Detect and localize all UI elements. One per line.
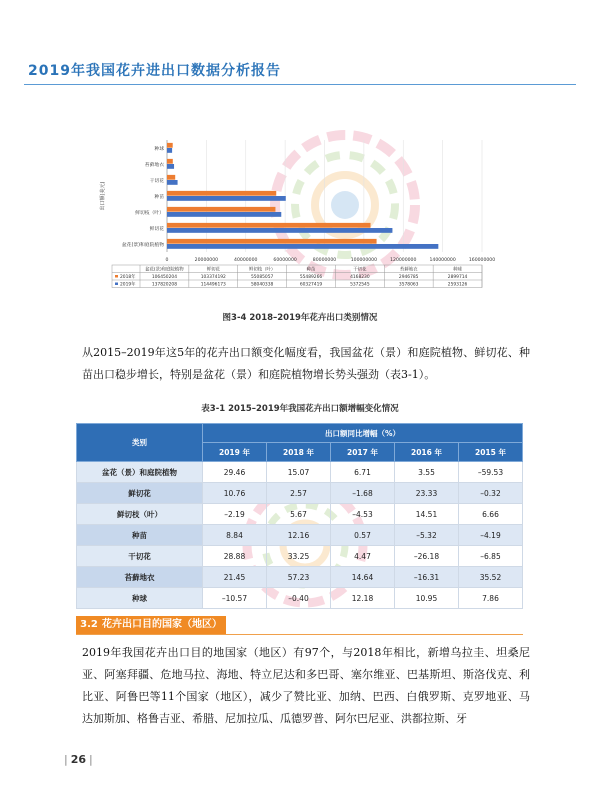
- x-tick-label: 120000000: [390, 258, 417, 263]
- table-cell: 35.52: [459, 567, 523, 588]
- x-tick-label: 20000000: [194, 258, 219, 263]
- x-tick-label: 60000000: [273, 258, 297, 263]
- table-cell: –59.53: [459, 462, 523, 483]
- body-paragraph-1: 从2015–2019年这5年的花卉出口额变化幅度看，我国盆花（景）和庭院植物、鲜切花、种苗出口稳步增长，特别是盆花（景）和庭院植物增长势头强劲（表3-1）。: [82, 346, 530, 381]
- data-table-cell: 103374192: [200, 274, 226, 280]
- body-paragraph-2: 2019年我国花卉出口目的地国家（地区）有97个，与2018年相比，新增乌拉圭、坦桑尼亚、阿塞拜疆、危地马拉、海地、特立尼达和多巴哥、塞尔维亚、巴基斯坦、斯洛伐克、利比亚、阿鲁巴等11个国家（地区），减少了赞比亚、加纳、巴西、白俄罗斯、克罗地亚、马达加斯加、格鲁吉亚、希腊、尼加拉瓜、瓜德罗普、阿尔巴尼亚、洪都拉斯、牙: [82, 646, 530, 725]
- x-tick-label: 0: [165, 258, 169, 263]
- table-row: [77, 462, 523, 483]
- data-table-header: 鲜切花: [206, 267, 220, 273]
- data-table-cell: 137820208: [151, 282, 178, 288]
- table-cell: 5.67: [267, 504, 331, 525]
- table-cell: 2.57: [267, 483, 331, 504]
- table-cell: 10.76: [203, 483, 267, 504]
- category-label: 盆花(景)和庭院植物: [121, 242, 164, 248]
- table-cell: 6.66: [459, 504, 523, 525]
- growth-table: [76, 423, 523, 609]
- y-axis-label: 出口额(美元): [100, 181, 106, 211]
- table-row: [77, 546, 523, 567]
- data-table-cell: 2946785: [398, 274, 419, 280]
- table-cell: –6.85: [459, 546, 523, 567]
- data-table-header: 盆花(景)和庭院植物: [145, 267, 184, 273]
- bar: [167, 223, 371, 228]
- category-label: 种球: [154, 146, 164, 152]
- row-category: 种球: [77, 588, 203, 609]
- data-table-header: 苔藓地衣: [399, 267, 418, 273]
- category-label: 苔藓地衣: [144, 162, 164, 168]
- table-cell: 12.16: [267, 525, 331, 546]
- bar: [167, 212, 281, 217]
- table-cell: 3.55: [395, 462, 459, 483]
- table-cell: 0.57: [331, 525, 395, 546]
- data-table-header: 种球: [453, 267, 462, 273]
- row-category: 鲜切枝（叶）: [77, 504, 203, 525]
- section-number: 3.2: [80, 619, 98, 630]
- x-tick-label: 100000000: [350, 258, 378, 263]
- x-tick-label: 140000000: [429, 258, 456, 263]
- table-cell: 21.45: [203, 567, 267, 588]
- table-cell: 33.25: [267, 546, 331, 567]
- table-cell: 8.84: [203, 525, 267, 546]
- table-cell: 12.18: [331, 588, 395, 609]
- table-cell: 29.46: [203, 462, 267, 483]
- bar: [167, 196, 286, 201]
- table-cell: 15.07: [267, 462, 331, 483]
- data-table-cell: 3578063: [398, 282, 419, 288]
- table-row: [77, 588, 523, 609]
- table-cell: –0.40: [267, 588, 331, 609]
- bar: [167, 175, 175, 180]
- bar: [167, 239, 377, 244]
- table-cell: –2.19: [203, 504, 267, 525]
- table-row: [77, 483, 523, 504]
- table-cell: –4.53: [331, 504, 395, 525]
- header-year: 2017 年: [331, 443, 395, 462]
- row-category: 干切花: [77, 546, 203, 567]
- table-cell: –26.18: [395, 546, 459, 567]
- table-row: [77, 504, 523, 525]
- bar: [167, 143, 173, 148]
- data-table-cell: 2593126: [447, 282, 468, 288]
- table-cell: –10.57: [203, 588, 267, 609]
- legend-label: 2018年: [120, 274, 136, 280]
- table-cell: 7.86: [459, 588, 523, 609]
- row-category: 盆花（景）和庭院植物: [77, 462, 203, 483]
- report-title: 2019年我国花卉进出口数据分析报告: [28, 63, 281, 79]
- data-table-cell: 5372545: [350, 282, 370, 288]
- bar: [167, 228, 392, 233]
- table-cell: –16.31: [395, 567, 459, 588]
- header-growth-group: 出口额同比增幅（%）: [203, 424, 523, 443]
- data-table-cell: 58040338: [250, 282, 274, 288]
- row-category: 苔藓地衣: [77, 567, 203, 588]
- export-category-chart: [0, 0, 600, 310]
- bar: [167, 159, 173, 164]
- header-year: 2015 年: [459, 443, 523, 462]
- table-caption: 表3-1 2015–2019年我国花卉出口额增幅变化情况: [201, 404, 399, 414]
- table-cell: 6.71: [331, 462, 395, 483]
- data-table-header: 种苗: [306, 267, 316, 273]
- table-cell: 14.64: [331, 567, 395, 588]
- x-tick-label: 40000000: [234, 258, 258, 263]
- table-cell: –0.32: [459, 483, 523, 504]
- data-table-header: 鲜切枝（叶）: [248, 267, 276, 273]
- table-cell: –1.68: [331, 483, 395, 504]
- category-label: 鲜切花: [149, 226, 164, 232]
- header-year: 2018 年: [267, 443, 331, 462]
- figure-caption: 图3-4 2018–2019年花卉出口类别情况: [222, 313, 378, 323]
- header-year: 2019 年: [203, 443, 267, 462]
- row-category: 鲜切花: [77, 483, 203, 504]
- header-year: 2016 年: [395, 443, 459, 462]
- table-cell: 57.23: [267, 567, 331, 588]
- data-table-header: 干切花: [353, 267, 367, 273]
- data-table-cell: 4168230: [350, 274, 370, 280]
- table-cell: 10.95: [395, 588, 459, 609]
- legend-swatch: [115, 283, 118, 286]
- category-label: 种苗: [154, 194, 164, 200]
- data-table-cell: 106450204: [151, 274, 178, 280]
- category-label: 干切花: [149, 178, 164, 184]
- data-table-cell: 55085057: [250, 274, 274, 280]
- row-category: 种苗: [77, 525, 203, 546]
- bar: [167, 164, 174, 169]
- page-number: | 26 |: [64, 753, 93, 766]
- category-label: 鲜切枝（叶）: [135, 210, 164, 216]
- section-heading: [76, 616, 226, 648]
- data-table-cell: 2899714: [447, 274, 468, 280]
- table-cell: –4.19: [459, 525, 523, 546]
- bar: [167, 207, 275, 212]
- legend-swatch: [115, 275, 118, 278]
- bar: [167, 244, 438, 249]
- header-category: 类别: [77, 424, 203, 462]
- data-table-cell: 114496173: [200, 282, 226, 288]
- data-table-cell: 55489266: [299, 274, 323, 280]
- data-table-cell: 60327419: [299, 282, 323, 288]
- x-tick-label: 80000000: [312, 258, 337, 263]
- legend-label: 2019年: [120, 282, 136, 288]
- bar: [167, 148, 172, 153]
- table-cell: –5.32: [395, 525, 459, 546]
- table-cell: 14.51: [395, 504, 459, 525]
- table-cell: 4.47: [331, 546, 395, 567]
- bar: [167, 180, 178, 185]
- table-cell: 28.88: [203, 546, 267, 567]
- table-row: [77, 525, 523, 546]
- section-title: 花卉出口目的国家（地区）情况: [76, 619, 222, 648]
- x-tick-label: 160000000: [468, 258, 496, 263]
- table-row: [77, 567, 523, 588]
- table-cell: 23.33: [395, 483, 459, 504]
- bar: [167, 191, 276, 196]
